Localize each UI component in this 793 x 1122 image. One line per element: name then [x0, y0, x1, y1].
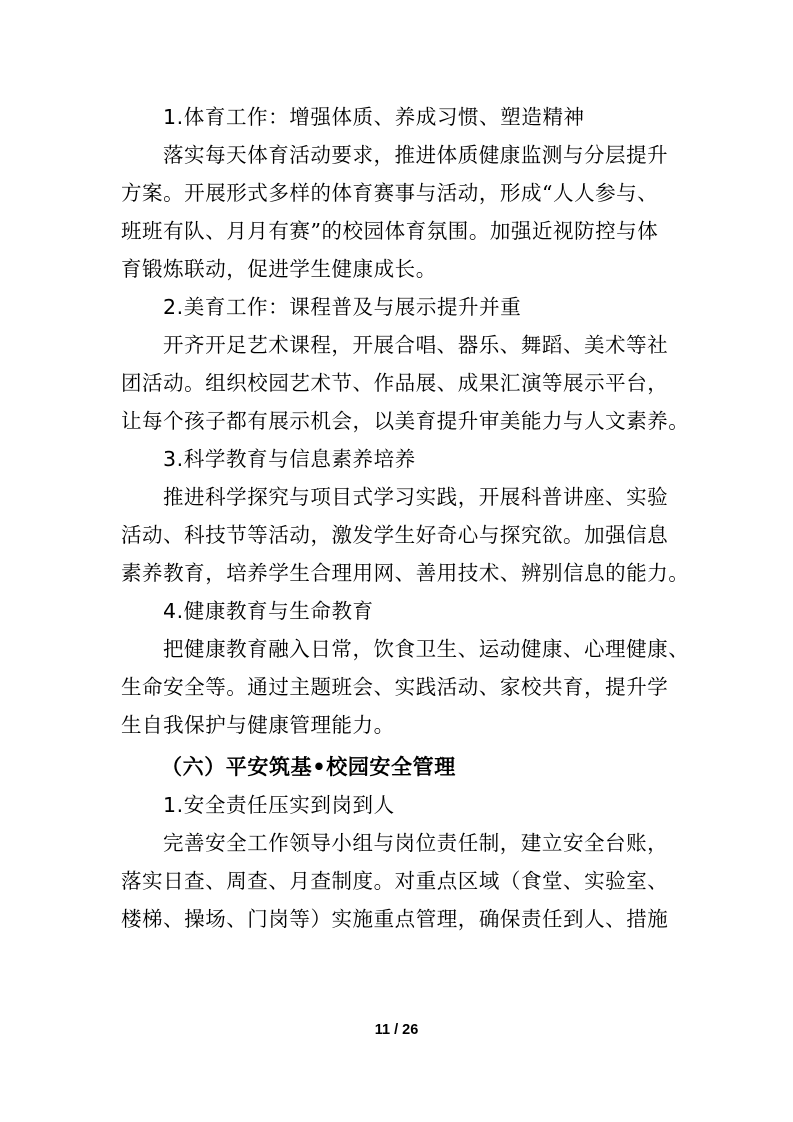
paragraph-line: 活动、科技节等活动，激发学生好奇心与探究欲。加强信息: [121, 523, 669, 547]
paragraph-line: 落实日查、周查、月查制度。对重点区域（食堂、实验室、: [121, 869, 669, 893]
paragraph-line: 让每个孩子都有展示机会，以美育提升审美能力与人文素养。: [121, 409, 690, 433]
paragraph-line: 楼梯、操场、门岗等）实施重点管理，确保责任到人、措施: [121, 907, 669, 931]
paragraph-line: 开齐开足艺术课程，开展合唱、器乐、舞蹈、美术等社: [163, 333, 669, 357]
page-number: 11 / 26: [374, 1022, 419, 1038]
paragraph-line: 育锻炼联动，促进学生健康成长。: [121, 257, 437, 281]
paragraph-line: 落实每天体育活动要求，推进体质健康监测与分层提升: [163, 143, 669, 167]
paragraph-line: 把健康教育融入日常，饮食卫生、运动健康、心理健康、: [163, 637, 690, 661]
paragraph-line: 方案。开展形式多样的体育赛事与活动，形成“人人参与、: [121, 181, 659, 205]
subheading-arts: 2.美育工作：课程普及与展示提升并重: [163, 295, 522, 319]
paragraph-line: 班班有队、月月有赛”的校园体育氛围。加强近视防控与体: [121, 219, 659, 243]
paragraph-line: 推进科学探究与项目式学习实践，开展科普讲座、实验: [163, 485, 669, 509]
paragraph-line: 生自我保护与健康管理能力。: [121, 713, 395, 737]
paragraph-line: 团活动。组织校园艺术节、作品展、成果汇演等展示平台，: [121, 371, 669, 395]
paragraph-line: 素养教育，培养学生合理用网、善用技术、辨别信息的能力。: [121, 561, 690, 585]
subheading-health: 4.健康教育与生命教育: [163, 599, 374, 623]
subheading-pe: 1.体育工作：增强体质、养成习惯、塑造精神: [163, 105, 585, 129]
subheading-science: 3.科学教育与信息素养培养: [163, 447, 416, 471]
paragraph-line: 完善安全工作领导小组与岗位责任制，建立安全台账，: [163, 831, 669, 855]
document-body: [121, 98, 690, 938]
subheading-safety-duty: 1.安全责任压实到岗到人: [163, 793, 395, 817]
section-title-safety: （六）平安筑基•校园安全管理: [161, 755, 456, 779]
paragraph-line: 生命安全等。通过主题班会、实践活动、家校共育，提升学: [121, 675, 669, 699]
